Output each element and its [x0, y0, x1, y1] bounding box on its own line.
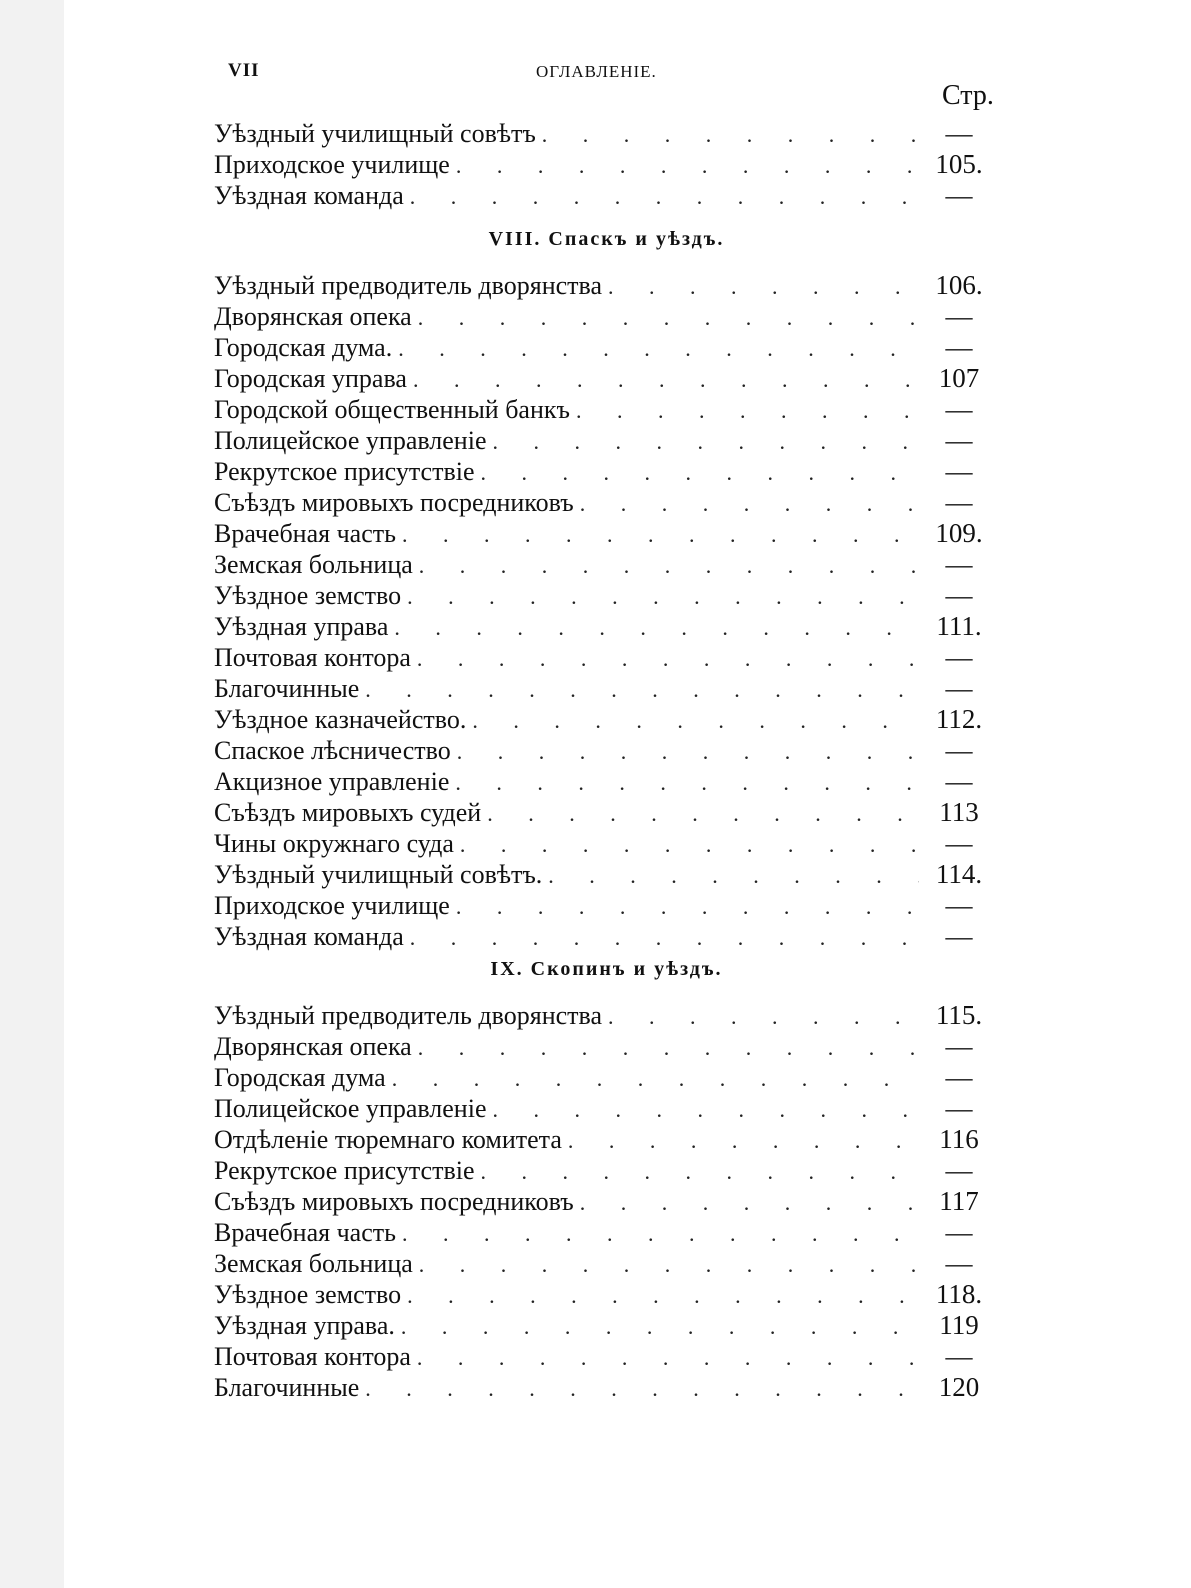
- leader-dots: [365, 1373, 919, 1404]
- toc-entry-label: Приходское училище: [214, 150, 450, 179]
- toc-entry-page: —: [945, 1248, 973, 1278]
- toc-entry-page: —: [945, 890, 973, 920]
- leader-dots: [402, 1218, 919, 1249]
- leader-dots: [419, 550, 919, 581]
- toc-entry-page: 107: [938, 363, 980, 393]
- toc-entry-page: —: [945, 1155, 973, 1185]
- toc-entry-label: Полицейское управленіе: [214, 426, 487, 455]
- toc-entry: [214, 766, 999, 797]
- toc-entry-page: —: [945, 1031, 973, 1061]
- toc-entry-label: Почтовая контора: [214, 643, 411, 672]
- toc-entry-label: Рекрутское присутствіе: [214, 457, 475, 486]
- leader-dots: [456, 150, 919, 181]
- toc-entry-label: Земская больница: [214, 1249, 413, 1278]
- toc-entry: [214, 363, 999, 394]
- toc-entry-page: 119: [939, 1310, 979, 1340]
- toc-entry-page: —: [945, 487, 973, 517]
- toc-entry: [214, 890, 999, 921]
- toc-entry-page: 106.: [935, 270, 983, 300]
- toc-entry: [214, 1341, 999, 1372]
- toc-entry-label: Уѣздная команда: [214, 922, 404, 951]
- toc-entry-label: Рекрутское присутствіе: [214, 1156, 475, 1185]
- toc-entry: [214, 425, 999, 456]
- toc-entry: [214, 580, 999, 611]
- leader-dots: [492, 1094, 919, 1125]
- toc-entry-page: —: [945, 766, 973, 796]
- leader-dots: [580, 1187, 919, 1218]
- toc-entry-label: Полицейское управленіе: [214, 1094, 487, 1123]
- leader-dots: [402, 519, 919, 550]
- toc-entry-page: —: [945, 118, 973, 148]
- toc-continued-list: [214, 118, 999, 211]
- toc-entry-page: —: [945, 549, 973, 579]
- toc-entry: [214, 921, 999, 952]
- toc-entry-page: —: [945, 1062, 973, 1092]
- leader-dots: [410, 922, 919, 953]
- toc-entry-page: 112.: [935, 704, 983, 734]
- toc-entry-label: Почтовая контора: [214, 1342, 411, 1371]
- toc-entry: [214, 1155, 999, 1186]
- toc-entry: [214, 611, 999, 642]
- toc-entry: [214, 1279, 999, 1310]
- leader-dots: [568, 1125, 919, 1156]
- toc-entry: [214, 394, 999, 425]
- leader-dots: [460, 829, 919, 860]
- toc-entry: [214, 797, 999, 828]
- leader-dots: [365, 674, 919, 705]
- toc-entry-label: Отдѣленіе тюремнаго комитета: [214, 1125, 562, 1154]
- toc-entry-page: 117: [939, 1186, 979, 1216]
- toc-entry: [214, 1248, 999, 1279]
- leader-dots: [407, 1280, 919, 1311]
- toc-entry-label: Благочинные: [214, 1373, 360, 1402]
- toc-entry: [214, 704, 999, 735]
- leader-dots: [548, 860, 919, 891]
- toc-entry-page: —: [945, 921, 973, 951]
- leader-dots: [410, 181, 919, 212]
- toc-entry-page: 109.: [935, 518, 983, 548]
- leader-dots: [401, 1311, 919, 1342]
- toc-entry-label: Уѣздная команда: [214, 181, 404, 210]
- toc-entry-label: Съѣздъ мировыхъ посредниковъ: [214, 1187, 574, 1216]
- toc-entry-label: Врачебная часть: [214, 519, 396, 548]
- toc-entry: [214, 456, 999, 487]
- toc-entry: [214, 735, 999, 766]
- toc-entry-page: 111.: [936, 611, 982, 641]
- toc-entry-label: Акцизное управленіе: [214, 767, 450, 796]
- toc-entry: [214, 549, 999, 580]
- toc-entry: [214, 270, 999, 301]
- toc-entry: [214, 149, 999, 180]
- toc-section-viii-list: [214, 270, 999, 952]
- leader-dots: [480, 1156, 919, 1187]
- toc-entry-label: Спаское лѣсничество: [214, 736, 451, 765]
- toc-entry: [214, 1186, 999, 1217]
- toc-entry-label: Уѣздная управа.: [214, 1311, 395, 1340]
- toc-entry-page: —: [945, 735, 973, 765]
- toc-entry-label: Уѣздное казначейство.: [214, 705, 467, 734]
- leader-dots: [394, 612, 919, 643]
- toc-entry: [214, 828, 999, 859]
- toc-entry-page: —: [945, 580, 973, 610]
- leader-dots: [418, 1032, 919, 1063]
- toc-entry: [214, 332, 999, 363]
- toc-entry-label: Уѣздное земство: [214, 581, 402, 610]
- toc-entry: [214, 301, 999, 332]
- toc-entry: [214, 642, 999, 673]
- leader-dots: [580, 488, 919, 519]
- page-column-label: Стр.: [942, 80, 994, 111]
- toc-entry-label: Городская управа: [214, 364, 407, 393]
- toc-entry: [214, 487, 999, 518]
- section-heading-viii: VIII. Спаскъ и уѣздъ.: [488, 228, 725, 250]
- toc-entry-page: —: [945, 1217, 973, 1247]
- toc-entry: [214, 1372, 999, 1403]
- toc-entry: [214, 518, 999, 549]
- leader-dots: [480, 457, 919, 488]
- toc-entry-label: Городской общественный банкъ: [214, 395, 570, 424]
- toc-entry-page: 120: [938, 1372, 980, 1402]
- toc-entry-label: Дворянская опека: [214, 302, 412, 331]
- toc-entry: [214, 118, 999, 149]
- toc-entry-label: Городская дума.: [214, 333, 393, 362]
- toc-entry-label: Чины окружнаго суда: [214, 829, 454, 858]
- toc-entry-page: —: [945, 180, 973, 210]
- toc-entry-label: Благочинные: [214, 674, 360, 703]
- leader-dots: [407, 581, 919, 612]
- leader-dots: [576, 395, 919, 426]
- running-title: ОГЛАВЛЕНІЕ.: [536, 62, 657, 81]
- leader-dots: [492, 426, 919, 457]
- toc-entry-page: —: [945, 394, 973, 424]
- toc-entry-page: —: [945, 332, 973, 362]
- toc-entry-label: Уѣздное земство: [214, 1280, 402, 1309]
- page-header: [228, 60, 1008, 90]
- toc-entry: [214, 1031, 999, 1062]
- toc-entry: [214, 180, 999, 211]
- leader-dots: [542, 119, 919, 150]
- toc-entry-label: Врачебная часть: [214, 1218, 396, 1247]
- leader-dots: [456, 891, 919, 922]
- toc-entry: [214, 1062, 999, 1093]
- toc-entry: [214, 859, 999, 890]
- leader-dots: [455, 767, 919, 798]
- toc-entry: [214, 673, 999, 704]
- leader-dots: [417, 643, 919, 674]
- toc-entry-page: 115.: [935, 1000, 983, 1030]
- toc-entry-page: 116: [939, 1124, 979, 1154]
- leader-dots: [608, 1001, 919, 1032]
- toc-section-ix-list: [214, 1000, 999, 1403]
- leader-dots: [413, 364, 919, 395]
- toc-entry-page: 113: [939, 797, 979, 827]
- toc-entry-page: —: [945, 673, 973, 703]
- toc-entry-label: Уѣздный училищный совѣтъ: [214, 119, 536, 148]
- toc-entry-page: —: [945, 301, 973, 331]
- page-number: VII: [228, 60, 260, 81]
- toc-entry-label: Приходское училище: [214, 891, 450, 920]
- toc-entry-label: Дворянская опека: [214, 1032, 412, 1061]
- toc-entry-page: —: [945, 642, 973, 672]
- toc-entry-page: —: [945, 1341, 973, 1371]
- toc-entry-label: Съѣздъ мировыхъ судей: [214, 798, 482, 827]
- toc-entry-label: Уѣздный училищный совѣтъ.: [214, 860, 543, 889]
- leader-dots: [392, 1063, 919, 1094]
- toc-entry: [214, 1000, 999, 1031]
- toc-entry-label: Уѣздный предводитель дворянства: [214, 1001, 602, 1030]
- toc-entry-page: —: [945, 456, 973, 486]
- leader-dots: [608, 271, 919, 302]
- toc-entry: [214, 1093, 999, 1124]
- toc-entry: [214, 1310, 999, 1341]
- leader-dots: [457, 736, 919, 767]
- toc-entry-label: Уѣздный предводитель дворянства: [214, 271, 602, 300]
- toc-entry-page: —: [945, 425, 973, 455]
- leader-dots: [419, 1249, 919, 1280]
- scan-gutter: [0, 0, 64, 1588]
- leader-dots: [487, 798, 919, 829]
- toc-entry-page: 118.: [935, 1279, 983, 1309]
- leader-dots: [472, 705, 919, 736]
- leader-dots: [417, 1342, 919, 1373]
- toc-entry-page: 114.: [935, 859, 983, 889]
- toc-entry: [214, 1124, 999, 1155]
- toc-entry-page: 105.: [935, 149, 983, 179]
- toc-entry-label: Уѣздная управа: [214, 612, 389, 641]
- toc-entry-page: —: [945, 1093, 973, 1123]
- toc-entry-label: Съѣздъ мировыхъ посредниковъ: [214, 488, 574, 517]
- toc-entry-page: —: [945, 828, 973, 858]
- leader-dots: [418, 302, 919, 333]
- toc-entry-label: Земская больница: [214, 550, 413, 579]
- toc-entry: [214, 1217, 999, 1248]
- toc-entry-label: Городская дума: [214, 1063, 386, 1092]
- section-heading-ix: IX. Скопинъ и уѣздъ.: [490, 958, 723, 980]
- leader-dots: [398, 333, 919, 364]
